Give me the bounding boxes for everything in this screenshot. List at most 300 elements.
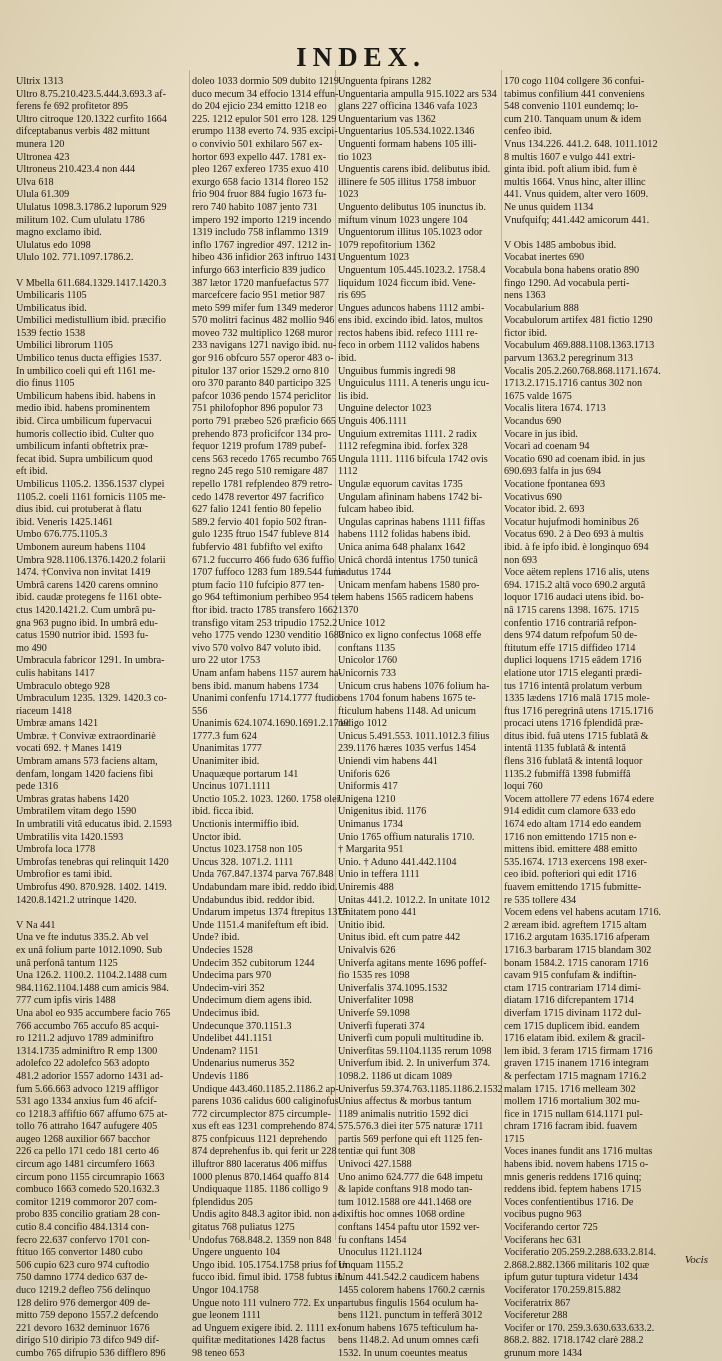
index-line: Vociferatrix 867: [504, 1297, 571, 1309]
index-line: Ungulas caprinas habens 1111 fiffas: [338, 516, 485, 528]
index-line: 1539 fectio 1538: [16, 327, 86, 339]
index-line: 506 cupio 623 curo 974 cuftodio: [16, 1259, 150, 1271]
index-line: 1707 fuffoco 1283 fum 189.544 fum-: [192, 567, 345, 579]
index-line: 1715: [504, 1133, 525, 1145]
index-line: cumbo 765 difrupio 536 difflero 896: [16, 1347, 166, 1359]
index-line: Univerfalis 374.1095.1532: [338, 982, 448, 994]
index-line: gitatus 768 puliatus 1275: [192, 1222, 295, 1234]
index-line: Umbratilis vita 1420.1593: [16, 831, 124, 843]
index-line: Ungula 1111. 1116 bifcula 1742 ovis: [338, 453, 488, 465]
index-line: duco 1219.2 defleo 756 delinquo: [16, 1285, 151, 1296]
index-line: Vocabat inertes 690: [504, 252, 585, 264]
index-line: Undecima pars 970: [192, 970, 272, 982]
index-line: intentâ 1135 fublatâ & intentâ: [504, 743, 626, 755]
index-line: Vocem edens vel habens acutam 1716.: [504, 907, 662, 919]
index-line: ris 695: [338, 290, 367, 302]
index-line: dio finus 1105: [16, 378, 75, 390]
index-line: Vocabularium 888: [504, 302, 579, 314]
index-line: partis 569 perfone qui eft 1125 fen-: [338, 1133, 483, 1145]
index-line: cem 1715 duplicem ibid. eandem: [504, 1020, 640, 1032]
index-line: Unitatem pono 441: [338, 907, 417, 919]
index-line: Ululatus 1098.3.1786.2 luporum 929: [16, 201, 167, 213]
index-line: 1079 repofitorium 1362: [338, 239, 436, 251]
index-line: Unguibus fummis ingredi 98: [338, 365, 456, 377]
index-line: Ungue noto 111 vulnero 772. Ex un-: [192, 1297, 341, 1309]
index-line: [504, 227, 708, 240]
index-line: Univoci 427.1588: [338, 1159, 412, 1171]
index-line: moveo 732 multiplico 1268 muror: [192, 327, 333, 339]
index-line: fucco ibid. fimul ibid. 1758 fubtus ib.: [192, 1272, 346, 1284]
index-line: duplici loquens 1715 eâdem 1716: [504, 655, 642, 667]
index-line: 556: [192, 705, 208, 717]
index-line: mitto 759 depono 1557.2 defcendo: [16, 1310, 159, 1322]
index-line: 766 accumbo 765 accufo 85 acqui-: [16, 1020, 159, 1032]
index-line: Univerfum ibid. 2. In univerfum 374.: [338, 1058, 491, 1070]
index-line: Vocabula bona habens oratio 890: [504, 264, 640, 276]
index-line: Unctionis intermiffio ibid.: [192, 819, 300, 831]
index-line: denfam, longam 1420 faciens fibi: [16, 768, 154, 780]
index-line: Unam anfam habens 1157 aurem ha-: [192, 667, 342, 679]
index-line: Umbonem aureum habens 1104: [16, 541, 146, 553]
index-line: habens ibid. novem habens 1715 o-: [504, 1159, 649, 1171]
index-line: Umbrofior es tami ibid.: [16, 869, 113, 881]
index-line: augeo 1268 auxilior 667 bacchor: [16, 1133, 151, 1145]
index-line: marcefcere facio 951 metior 987: [192, 290, 325, 302]
index-line: Unicolor 1760: [338, 655, 398, 667]
index-line: comitor 1219 commoror 207 com-: [16, 1196, 157, 1208]
index-line: Unctor ibid.: [192, 831, 242, 843]
index-line: 1474. †Conviva non invitat 1419: [16, 567, 151, 579]
index-line: Ululo 102. 771.1097.1786.2.: [16, 252, 134, 264]
index-line: go 964 teftimonium perhibeo 954 te-: [192, 592, 343, 604]
index-line: Ungulam afininam habens 1742 bi-: [338, 491, 483, 503]
index-line: 750 damno 1774 dedico 637 de-: [16, 1272, 148, 1284]
index-line: Vocalis 205.2.260.768.868.1171.1674.: [504, 365, 661, 377]
index-line: nâ 1715 carens 1398. 1675. 1715: [504, 604, 639, 616]
index-line: habens 1112 folidas habens ibid.: [338, 529, 471, 541]
index-line: cens 563 recedo 1765 recumbo 765: [192, 453, 337, 465]
index-line: redigo 1012: [338, 718, 387, 730]
index-line: Unguentorum illitus 105.1023 odor: [338, 227, 483, 239]
index-line: Uncus 328. 1071.2. 1111: [192, 856, 294, 868]
index-line: combuco 1663 comedo 520.1632.3: [16, 1184, 160, 1196]
index-line: Ulva 618: [16, 176, 54, 188]
index-line: loquor 1716 audaci utens ibid. bo-: [504, 592, 644, 604]
index-line: Ne unus quidem 1134: [504, 201, 594, 213]
index-line: 239.1176 hæres 1035 verfus 1454: [338, 743, 476, 755]
index-line: difceptabanus verbis 482 mittunt: [16, 126, 150, 138]
index-line: Unguentis carens ibid. delibutus ibid.: [338, 164, 491, 176]
index-line: liquidum 1024 ficcum ibid. Vene-: [338, 277, 476, 289]
index-line: 1420.8.1421.2 utrinque 1420.: [16, 894, 137, 906]
catchword: Vocis: [684, 1254, 708, 1266]
index-line: 671.2 fuccurro 466 fudo 636 fuffio: [192, 554, 335, 566]
index-line: tum 1012.1588 ore 441.1468 ore: [338, 1196, 472, 1208]
index-line: 2.868.2.882.1366 militaris 102 quæ: [504, 1259, 650, 1271]
index-line: Univerfus 59.374.763.1185.1186.2.1532: [338, 1083, 503, 1095]
index-line: Uncinus 1071.1111: [192, 781, 271, 793]
index-line: 1674 edo altam 1714 edo eandem: [504, 819, 642, 831]
index-column-1: [16, 76, 186, 1359]
index-line: vocati 692. † Manes 1419: [16, 743, 122, 755]
index-line: ptum facio 110 fufcipio 877 ten-: [192, 579, 325, 591]
index-line: ipfum gutur tuptura videtur 1434: [504, 1272, 639, 1284]
index-line: illuftror 880 laceratus 406 miffus: [192, 1159, 328, 1171]
index-line: Ungues aduncos habens 1112 ambi-: [338, 302, 485, 314]
index-line: 548 convenio 1101 eundemq; lo-: [504, 101, 639, 113]
index-line: Unguentum 105.445.1023.2. 1758.4: [338, 264, 486, 276]
index-line: Umbræ. † Convivæ extraordinariè: [16, 730, 156, 742]
index-line: Unguis 406.1111: [338, 416, 408, 428]
index-line: ftitutum effe 1715 diffideo 1714: [504, 642, 636, 654]
index-line: Umbras gratas habens 1420: [16, 793, 129, 805]
index-line: loqui 760: [504, 781, 543, 793]
index-line: Unicornis 733: [338, 667, 397, 679]
index-line: Umbilico tenus ducta effigies 1537.: [16, 353, 162, 365]
index-line: prehendo 873 proficifcor 134 pro-: [192, 428, 332, 440]
index-line: Una abol eo 935 accumbere facio 765: [16, 1007, 171, 1019]
index-line: duco mecum 34 effocio 1314 effun-: [192, 88, 339, 100]
index-line: Undabundam mare ibid. reddo ibid.: [192, 882, 338, 893]
index-line: Unoculus 1121.1124: [338, 1247, 423, 1259]
index-line: ibid. à fe ipfo ibid. è longinquo 694: [504, 541, 649, 553]
index-line: Univerfaliter 1098: [338, 995, 414, 1007]
index-line: Univerfi cum populi multitudine ib.: [338, 1033, 484, 1045]
index-line: mollem 1716 mortalium 302 mu-: [504, 1096, 640, 1108]
index-line: Ungor 104.1758: [192, 1285, 259, 1296]
index-line: 8 multis 1607 e vulgo 441 extri-: [504, 151, 636, 163]
index-line: 694. 1715.2 altâ voco 690.2 argutâ: [504, 579, 646, 591]
index-line: Undecunque 370.1151.3: [192, 1020, 292, 1032]
index-line: fonum habens 1675 tefticulum ha-: [338, 1322, 479, 1334]
index-line: transfigo vitam 253 tripudio 1752.2: [192, 617, 338, 629]
index-line: dens 974 datum refpofum 50 de-: [504, 630, 638, 642]
index-line: Univerfa agitans mente 1696 poffef-: [338, 957, 487, 969]
index-line: 535.1674. 1713 exercens 198 exer-: [504, 856, 647, 868]
index-line: 1713.2.1715.1716 cantus 302 non: [504, 378, 643, 390]
index-line: Ultrix 1313: [16, 76, 64, 87]
index-column-3: [338, 76, 503, 1359]
index-line: indutus 1744: [338, 567, 391, 579]
index-line: 1000 plenus 870.1464 quaffo 814: [192, 1171, 330, 1183]
index-line: Ungo ibid. 105.1754.1758 prius fof in: [192, 1259, 348, 1271]
index-line: ro 1211.2 adjuvo 1789 adminiftro: [16, 1033, 154, 1045]
index-line: frio 904 fruor 884 fugio 1673 fu-: [192, 189, 327, 201]
index-line: Vociferando certor 725: [504, 1222, 598, 1234]
index-line: Univerfitas 59.1104.1135 rerum 1098: [338, 1045, 492, 1057]
index-line: dius ibid. cui protuberat à flatu: [16, 504, 142, 516]
index-line: Undique 443.460.1185.2.1186.2 ap-: [192, 1083, 339, 1095]
index-line: Vocare in jus ibid.: [504, 428, 578, 440]
index-line: Ultro citroque 120.1322 curfito 1664: [16, 113, 167, 125]
index-line: 1112 refegmina ibid. forfex 328: [338, 441, 468, 453]
index-line: tabimus confilium 441 conveniens: [504, 88, 645, 100]
index-line: graven 1715 inanem 1716 integram: [504, 1058, 649, 1070]
index-line: tentiæ qui funt 308: [338, 1146, 416, 1158]
index-line: Umbrâ carens 1420 carens omnino: [16, 579, 159, 591]
index-line: Unguentaria ampulla 915.1022 ars 534: [338, 88, 497, 100]
index-line: malam 1715. 1716 melleam 302: [504, 1083, 636, 1095]
index-line: 481.2 adorior 1557 adorno 1431 ad-: [16, 1070, 164, 1082]
index-line: Undarum impetus 1374 ftrepitus 1375: [192, 907, 348, 919]
index-line: 984.1162.1104.1488 cum amicis 984.: [16, 982, 169, 994]
index-line: 221 devoro 1632 deminuor 1676: [16, 1322, 150, 1334]
index-line: circum pono 1155 circumrapio 1663: [16, 1171, 165, 1183]
index-line: Unaquæque portarum 141: [192, 768, 299, 780]
index-line: In umbratili vitâ educatus ibid. 2.1593: [16, 819, 172, 831]
index-line: Uno animo 624.777 die 648 impetu: [338, 1171, 483, 1183]
index-line: bonam 1584.2. 1715 canoram 1716: [504, 957, 649, 969]
index-line: Unctus 1023.1758 non 105: [192, 844, 303, 856]
index-line: Unica anima 648 phalanx 1642: [338, 541, 466, 553]
index-line: o convivio 501 exhilaro 567 ex-: [192, 138, 323, 150]
index-line: fticulum habens 1148. Ad unicum: [338, 705, 476, 717]
index-line: 1675 valde 1675: [504, 390, 572, 402]
index-line: chram 1716 facram ibid. fuavem: [504, 1121, 638, 1133]
index-line: illinere fe 505 illitus 1758 imbuor: [338, 176, 476, 188]
index-line: riaceum 1418: [16, 705, 72, 717]
index-line: bens ibid. manum habens 1734: [192, 680, 319, 692]
index-line: 1023: [338, 189, 359, 201]
index-line: fecat ibid. Supra umbilicum quod: [16, 453, 153, 465]
index-line: Ulula 61.309: [16, 189, 70, 201]
index-line: lis ibid.: [338, 390, 369, 402]
index-line: † Margarita 951: [338, 844, 404, 856]
index-line: pafcor 1036 pendo 1574 periclitor: [192, 390, 332, 402]
index-line: Voce aëtem replens 1716 alis, utens: [504, 567, 650, 579]
index-line: 570 molitri facinus 482 mollio 946: [192, 315, 335, 327]
index-line: feco in orbem 1112 validos habens: [338, 340, 480, 352]
index-line: Unctio 105.2. 1023. 1260. 1758 olei: [192, 793, 340, 805]
index-line: Vocandus 690: [504, 416, 562, 428]
index-line: do 204 ejicio 234 emitto 1218 eo: [192, 101, 327, 113]
index-line: Unquam 1155.2: [338, 1259, 404, 1271]
index-line: Vocabulorum artifex 481 fictio 1290: [504, 315, 653, 327]
index-line: 690.693 falfa in jus 694: [504, 466, 602, 478]
index-line: 914 edidit cum clamore 633 edo: [504, 806, 636, 818]
index-line: Vocatus 690. 2 à Deo 693 à multis: [504, 529, 644, 541]
index-line: Ululatus edo 1098: [16, 239, 91, 251]
index-line: gna 963 pugno ibid. In umbrâ edu-: [16, 617, 158, 629]
index-line: ctus 1420.1421.2. Cum umbrâ pu-: [16, 604, 156, 616]
index-line: 875 confpicuus 1121 deprehendo: [192, 1133, 328, 1145]
index-line: cedo 1478 revertor 497 facrifico: [192, 491, 324, 503]
index-line: Undabundus ibid. reddor ibid.: [192, 894, 315, 906]
index-line: Unguium extremitas 1111. 2 radix: [338, 428, 477, 440]
index-line: Unde 1151.4 manifeftum eft ibid.: [192, 919, 329, 931]
index-line: meto 599 mifer fum 1349 mederor: [192, 302, 334, 314]
index-line: Undelibet 441.1151: [192, 1033, 273, 1045]
index-line: uro 22 utor 1753: [192, 655, 261, 667]
index-line: nens 1363: [504, 290, 546, 302]
index-line: Unitio ibid.: [338, 919, 385, 931]
index-line: Umbilicaris 1105: [16, 290, 87, 302]
index-line: Unum 441.542.2 caudicem habens: [338, 1272, 480, 1284]
index-line: unâ perfonâ tantum 1125: [16, 957, 118, 969]
index-line: Unitas 441.2. 1012.2. In unitate 1012: [338, 894, 490, 906]
index-line: Unigena 1210: [338, 793, 396, 805]
index-line: bens 1121. punctum in tefferâ 3012: [338, 1310, 483, 1322]
index-line: pitulor 137 orior 1529.2 orno 810: [192, 365, 329, 377]
index-line: vivo 570 volvo 847 voluto ibid.: [192, 642, 322, 654]
index-line: Ultronea 423: [16, 151, 70, 163]
index-line: Vociferetur 288: [504, 1310, 568, 1322]
index-line: veho 1775 vendo 1230 venditio 1683: [192, 630, 344, 642]
page-title: INDEX.: [296, 42, 426, 72]
index-line: diatam 1716 difcrepantem 1714: [504, 995, 634, 1007]
index-line: regno 245 rego 510 remigare 487: [192, 466, 329, 478]
index-line: Una ve fte indutus 335.2. Ab vel: [16, 932, 149, 944]
index-line: cutio 8.4 concifio 484.1314 con-: [16, 1222, 149, 1234]
index-line: In umbilico coeli qui eft 1161 me-: [16, 365, 156, 377]
index-line: 1135.2 fubmiffâ 1398 fubmiffâ: [504, 768, 631, 780]
index-line: Una 126.2. 1100.2. 1104.2.1488 cum: [16, 970, 167, 982]
index-line: Voces confentientibus 1716. De: [504, 1196, 634, 1208]
index-line: ferens fe 692 profitetor 895: [16, 101, 129, 113]
index-line: Uniendi vim habens 441: [338, 756, 438, 768]
index-line: V Obis 1485 ambobus ibid.: [504, 239, 617, 251]
index-line: 751 philofophor 896 populor 73: [192, 403, 323, 415]
index-line: Vocari ad coenam 94: [504, 441, 590, 453]
index-line: 1105.2. coeli 1161 fornicis 1105 me-: [16, 491, 166, 503]
column-rule: [189, 70, 190, 1240]
index-line: Unio in teffera 1111: [338, 869, 420, 881]
index-line: cum 210. Tanquam unum & idem: [504, 113, 642, 125]
index-line: mnis generis reddens 1716 quinq;: [504, 1171, 642, 1183]
index-line: 1319 includo 758 inflammo 1319: [192, 227, 329, 239]
index-line: 1777.3 fum 624: [192, 730, 257, 742]
index-line: Umbilici medistullium ibid. præcifio: [16, 315, 166, 327]
index-line: confentio 1716 contrariâ refpon-: [504, 617, 637, 629]
index-line: rectos habens ibid. refeco 1111 re-: [338, 327, 478, 339]
index-line: Unguenta fpirans 1282: [338, 76, 432, 87]
index-line: Umbraculum 1235. 1329. 1420.3 co-: [16, 693, 167, 705]
index-line: 874 deprehenfus ib. qui ferit ur 228: [192, 1146, 337, 1158]
index-line: repello 1781 refplendeo 879 retro-: [192, 479, 333, 490]
index-line: ditus ibid. fuâ utens 1715 fublatâ &: [504, 730, 649, 742]
index-line: parvum 1363.2 peregrinum 313: [504, 353, 634, 365]
index-line: 575.576.3 diei iter 575 naturæ 1711: [338, 1121, 484, 1133]
index-line: fubfervio 481 fubfifto vel exifto: [192, 541, 323, 553]
index-line: humoris collectio ibid. Culter quo: [16, 428, 154, 440]
index-line: militum 102. Cum ululatu 1786: [16, 214, 145, 226]
index-line: bens 1704 fonum habens 1675 te-: [338, 693, 476, 705]
index-line: Uniforis 626: [338, 768, 390, 780]
index-line: fu conftans 1454: [338, 1234, 407, 1246]
index-line: Uniformis 417: [338, 781, 398, 793]
index-line: Unicum crus habens 1076 folium ha-: [338, 680, 490, 692]
index-line: 627 falio 1241 fentio 80 fepelio: [192, 504, 322, 516]
index-line: Undecim 352 cubitorum 1244: [192, 957, 315, 969]
index-line: Umbrofus 490. 870.928. 1402. 1419.: [16, 882, 167, 893]
index-line: culis habitans 1417: [16, 667, 95, 679]
index-line: Unicus 5.491.553. 1011.1012.3 filius: [338, 730, 490, 742]
index-line: 1455 colorem habens 1760.2 cærnis: [338, 1285, 485, 1296]
index-line: parens 1036 calidus 600 caliginofus: [192, 1096, 339, 1108]
index-line: 589.2 fervio 401 fopio 502 ftran-: [192, 516, 327, 528]
index-line: Uniremis 488: [338, 882, 394, 893]
index-line: Umbilicum habens ibid. habens in: [16, 390, 156, 402]
index-line: fio 1535 res 1098: [338, 970, 410, 982]
index-line: 170 cogo 1104 collgere 36 confui-: [504, 76, 645, 87]
index-line: [16, 907, 186, 920]
index-line: pleo 1267 exfereo 1735 exuo 410: [192, 164, 329, 176]
index-line: Univerfi fuperati 374: [338, 1020, 425, 1032]
index-line: gulo 1235 ftruo 1547 fubleve 814: [192, 529, 330, 541]
index-line: lem ibid. 3 feram 1715 firmam 1716: [504, 1045, 653, 1057]
index-line: Undiquaque 1185. 1186 colligo 9: [192, 1184, 328, 1196]
index-line: Undenarius numerus 352: [192, 1058, 295, 1070]
index-line: Umbilicus 1105.2. 1356.1537 clypei: [16, 479, 165, 490]
index-line: Unio 1765 offium naturalis 1710.: [338, 831, 475, 843]
index-line: medio ibid. habens prominentem: [16, 403, 151, 415]
index-line: Umbracula fabricor 1291. In umbra-: [16, 655, 165, 667]
index-line: umbilicum infanti obftetrix præ-: [16, 441, 149, 453]
index-line: ftituo 165 convertor 1480 cubo: [16, 1247, 143, 1259]
index-line: catus 1590 nutrior ibid. 1593 fu-: [16, 630, 149, 642]
index-line: fecro 22.637 confervo 1701 con-: [16, 1234, 150, 1246]
index-line: ftus 1716 peregrinâ utens 1715.1716: [504, 705, 654, 717]
index-line: Univerfe 59.1098: [338, 1007, 410, 1019]
index-line: Umbratilem vitam dego 1590: [16, 806, 137, 818]
index-line: 772 circumplector 875 circumple-: [192, 1108, 331, 1120]
index-line: 1532. In unum coeuntes meatus: [338, 1347, 468, 1359]
index-line: 1112: [338, 466, 358, 478]
index-line: ens ibid. excindo ibid. latos, multos: [338, 315, 483, 327]
index-line: hibeo 436 infidior 263 inftruo 1431: [192, 252, 337, 264]
index-line: inflo 1767 ingredior 497. 1212 in-: [192, 239, 332, 251]
index-line: Vociferans hec 631: [504, 1234, 582, 1246]
index-line: munera 120: [16, 138, 65, 150]
index-line: Undevis 1186: [192, 1070, 249, 1082]
index-line: doleo 1033 dormio 509 dubito 1219: [192, 76, 339, 87]
index-line: non 693: [504, 554, 538, 566]
index-line: Vocalis litera 1674. 1713: [504, 403, 606, 415]
index-line: ex unâ folium parte 1012.1090. Sub: [16, 944, 163, 956]
index-line: Undecimus ibid.: [192, 1007, 260, 1019]
index-line: conftans 1135: [338, 642, 396, 654]
index-line: 1370: [338, 604, 359, 616]
index-line: Vocatio 690 ad coenam ibid. in jus: [504, 453, 645, 465]
index-line: Vociferator 170.259.815.882: [504, 1285, 621, 1296]
index-line: Vocator ibid. 2. 693: [504, 504, 585, 516]
index-line: Vocabulum 469.888.1108.1363.1713: [504, 340, 655, 352]
index-line: Unanimiter ibid.: [192, 756, 260, 768]
index-line: Unigenitus ibid. 1176: [338, 806, 427, 818]
index-line: Ungere unguento 104: [192, 1247, 281, 1259]
index-line: Undecimum diem agens ibid.: [192, 995, 312, 1007]
index-line: Umbraculo obtego 928: [16, 680, 110, 692]
index-line: fplendidus 205: [192, 1196, 253, 1208]
index-line: re 535 tollere 434: [504, 894, 577, 906]
index-line: circum ago 1481 circumfero 1663: [16, 1159, 155, 1171]
index-line: Undenam? 1151: [192, 1045, 259, 1057]
index-line: Unguento delibutus 105 inunctus ib.: [338, 201, 486, 213]
index-line: 98 teneo 653: [192, 1347, 245, 1359]
index-line: 387 lætor 1720 manfuefactus 577: [192, 277, 329, 289]
index-line: Voces inanes fundit ans 1716 multas: [504, 1146, 653, 1158]
index-line: Vociferatio 205.259.2.288.633.2.814.: [504, 1247, 657, 1259]
index-line: Unguentum 1023: [338, 252, 410, 264]
index-line: 1716 elatam ibid. exilem & gracil-: [504, 1033, 645, 1045]
index-line: Ultro 8.75.210.423.5.444.3.693.3 af-: [16, 88, 166, 100]
index-line: Unicâ chordâ intentus 1750 tunicâ: [338, 554, 478, 566]
index-line: grunum more 1434: [504, 1347, 583, 1359]
index-line: 226 ca pello 171 cedo 181 certo 46: [16, 1146, 159, 1158]
index-line: Unguentarius 105.534.1022.1346: [338, 126, 475, 138]
index-line: procaci utens 1716 fplendidâ præ-: [504, 718, 644, 730]
index-line: oro 370 paranto 840 participo 325: [192, 378, 331, 390]
